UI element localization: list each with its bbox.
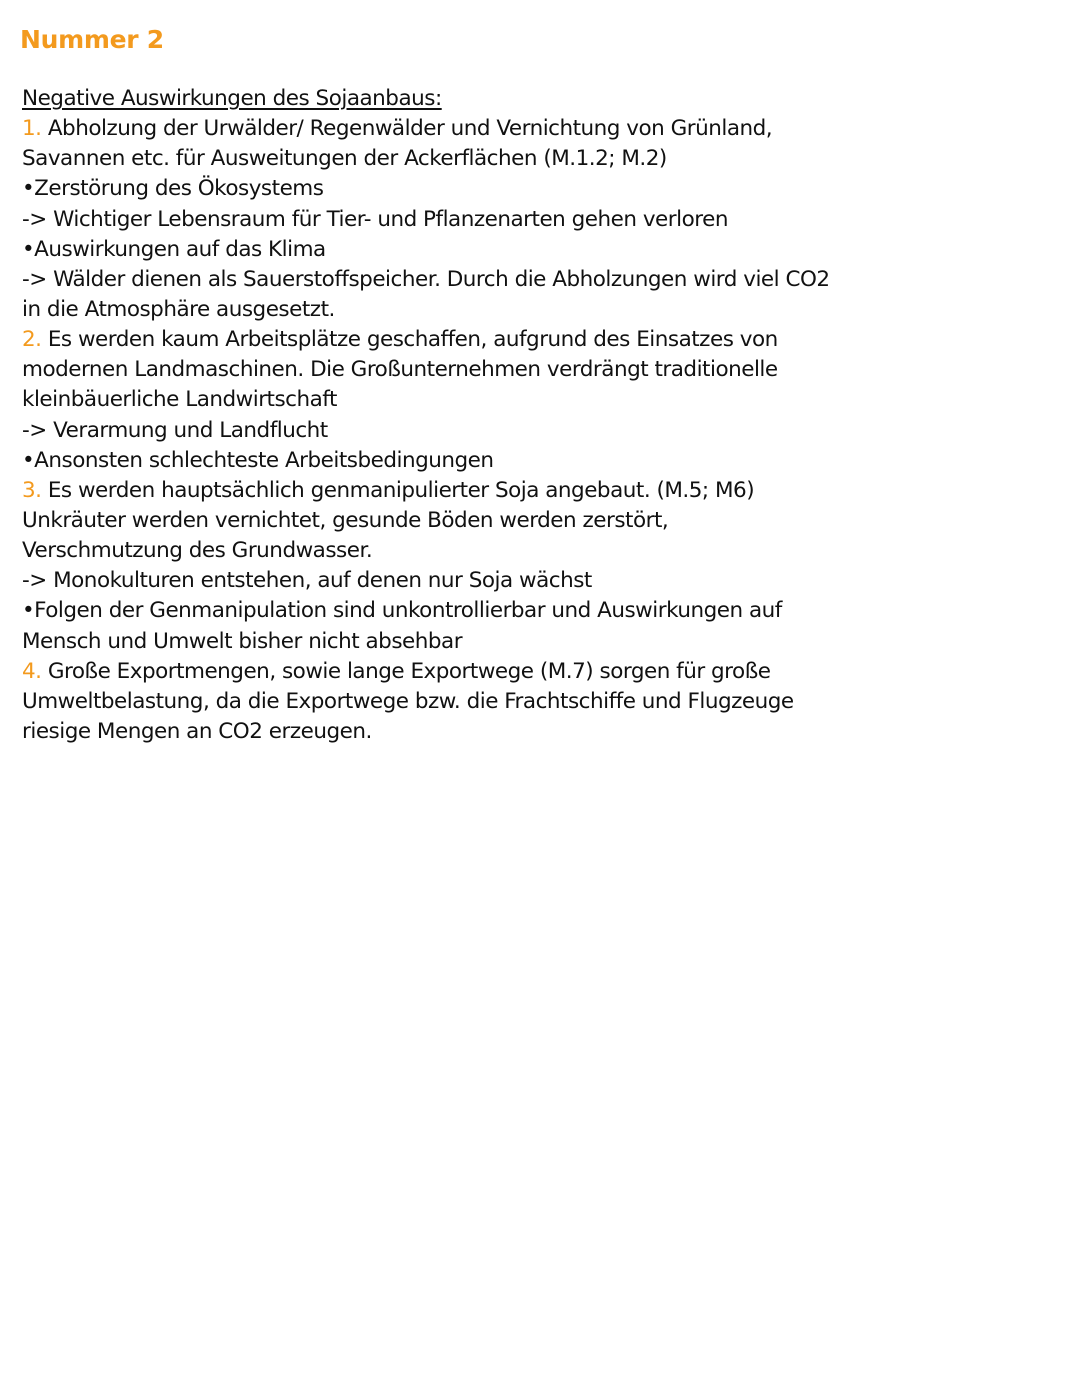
text-line [22,596,1062,626]
line-text: Verschmutzung des Grundwasser. [22,538,373,564]
point-number: 2. [22,327,42,353]
line-text: Savannen etc. für Ausweitungen der Ackerflächen (M.1.2; M.2) [22,146,667,172]
text-line [22,385,1062,415]
line-text: Abholzung der Urwälder/ Regenwälder und Vernichtung von Grünland, [41,116,773,142]
text-line [22,536,1062,566]
document-body [22,84,1062,747]
line-text: kleinbäuerliche Landwirtschaft [22,387,337,413]
point-number: 1. [22,116,42,142]
line-text: in die Atmosphäre ausgesetzt. [22,296,335,322]
text-line [22,235,1062,265]
line-text: modernen Landmaschinen. Die Großunternehmen verdrängt traditionelle [22,357,778,383]
text-line [22,566,1062,596]
line-text: Umweltbelastung, da die Exportwege bzw. die Frachtschiffe und Flugzeuge [22,688,794,714]
text-line [22,355,1062,385]
text-line [22,174,1062,204]
numbered-point-line [22,476,1062,506]
numbered-point-line [22,325,1062,355]
line-text: Große Exportmengen, sowie lange Exportwege (M.7) sorgen für große [41,658,771,684]
line-text: -> Wichtiger Lebensraum für Tier- und Pflanzenarten gehen verloren [22,206,728,232]
numbered-point-line [22,657,1062,687]
text-line [22,717,1062,747]
text-line [22,687,1062,717]
line-text: -> Wälder dienen als Sauerstoffspeicher. Durch die Abholzungen wird viel CO2 [22,266,830,292]
line-text: Mensch und Umwelt bisher nicht absehbar [22,628,463,654]
text-line [22,295,1062,325]
line-text: riesige Mengen an CO2 erzeugen. [22,718,372,744]
line-text: Unkräuter werden vernichtet, gesunde Böden werden zerstört, [22,507,669,533]
text-line [22,265,1062,295]
line-text: Es werden hauptsächlich genmanipulierter Soja angebaut. (M.5; M6) [41,477,755,503]
point-number: 3. [22,477,42,503]
text-line [22,205,1062,235]
line-text: •Zerstörung des Ökosystems [22,176,324,202]
text-line [22,506,1062,536]
text-line [22,446,1062,476]
text-line [22,627,1062,657]
line-text: -> Verarmung und Landflucht [22,417,328,443]
text-line [22,416,1062,446]
line-text: •Ansonsten schlechteste Arbeitsbedingungen [22,447,494,473]
page-title: Nummer 2 [20,25,164,54]
numbered-point-line [22,114,1062,144]
line-text: -> Monokulturen entstehen, auf denen nur Soja wächst [22,568,592,594]
line-text: •Auswirkungen auf das Klima [22,236,326,262]
line-text: •Folgen der Genmanipulation sind unkontrollierbar und Auswirkungen auf [22,598,782,624]
line-text: Es werden kaum Arbeitsplätze geschaffen, aufgrund des Einsatzes von [41,327,778,353]
text-lines [22,114,1062,747]
section-heading: Negative Auswirkungen des Sojaanbaus: [22,86,442,111]
point-number: 4. [22,658,42,684]
text-line [22,144,1062,174]
